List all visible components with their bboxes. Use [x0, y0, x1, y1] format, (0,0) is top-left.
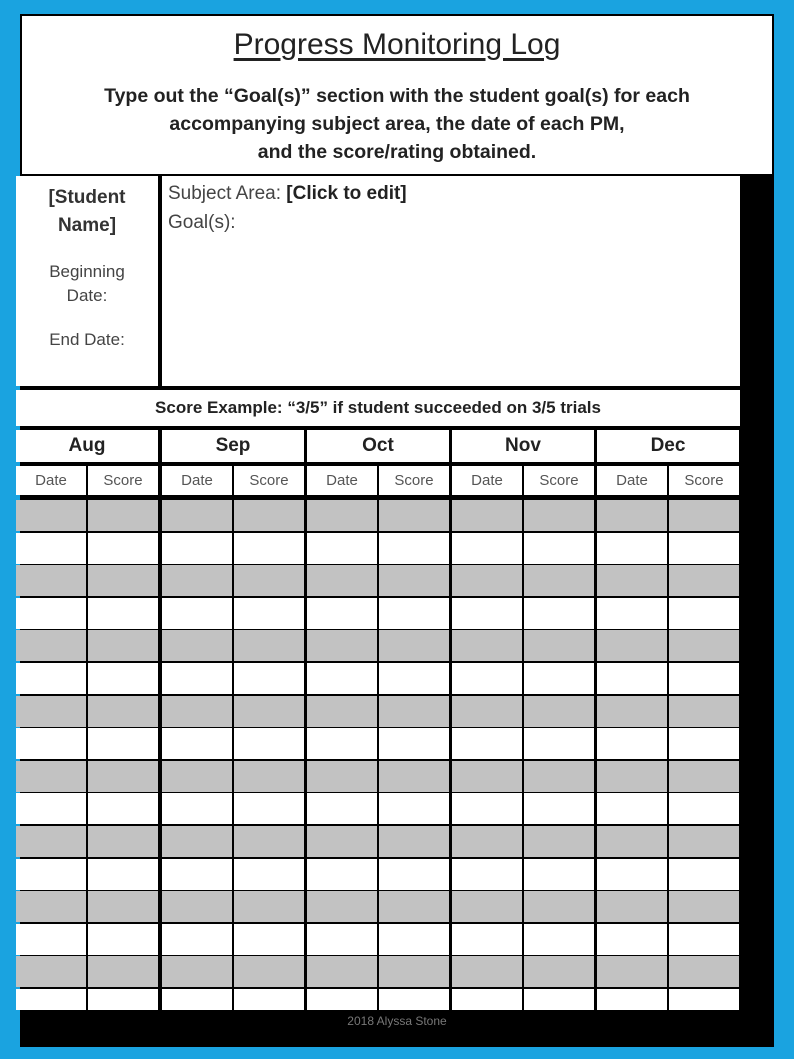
score-example: Score Example: “3/5” if student succeeded on 3/5 trials: [16, 390, 740, 426]
end-date-label: End Date:: [49, 330, 125, 349]
date-cell[interactable]: [16, 598, 86, 629]
date-cell[interactable]: [16, 761, 86, 792]
score-cell[interactable]: [669, 761, 739, 792]
date-cell[interactable]: [16, 793, 86, 824]
score-cell[interactable]: [379, 565, 449, 596]
date-cell[interactable]: [16, 663, 86, 694]
score-cell[interactable]: [88, 565, 158, 596]
score-cell[interactable]: [379, 598, 449, 629]
score-cell[interactable]: [524, 728, 594, 759]
date-cell[interactable]: [597, 859, 667, 890]
score-cell[interactable]: [379, 989, 449, 1010]
subject-area-label: Subject Area:: [168, 183, 287, 204]
score-cell[interactable]: [88, 956, 158, 987]
student-name-line: Name]: [57, 215, 117, 236]
date-cell[interactable]: [162, 598, 232, 629]
date-cell[interactable]: [597, 761, 667, 792]
date-cell[interactable]: [162, 696, 232, 727]
score-column-header: Score: [379, 466, 449, 495]
score-cell[interactable]: [379, 630, 449, 661]
date-cell[interactable]: [452, 630, 522, 661]
score-cell[interactable]: [669, 989, 739, 1010]
score-cell[interactable]: [669, 500, 739, 531]
score-cell[interactable]: [669, 891, 739, 922]
date-column-header: Date: [162, 466, 232, 495]
month-column-nov: [452, 430, 594, 1010]
score-cell[interactable]: [669, 696, 739, 727]
date-cell[interactable]: [452, 500, 522, 531]
score-cell[interactable]: [379, 956, 449, 987]
goal-label[interactable]: Goal(s):: [168, 212, 236, 233]
date-cell[interactable]: [162, 663, 232, 694]
score-cell[interactable]: [234, 793, 304, 824]
score-cell[interactable]: [379, 793, 449, 824]
score-cell[interactable]: [524, 663, 594, 694]
instruction-line: Type out the “Goal(s)” section with the student goal(s) for each: [104, 85, 690, 107]
date-cell[interactable]: [16, 826, 86, 857]
score-cell[interactable]: [524, 793, 594, 824]
score-cell[interactable]: [524, 956, 594, 987]
date-cell[interactable]: [452, 989, 522, 1010]
date-cell[interactable]: [597, 989, 667, 1010]
score-cell[interactable]: [88, 989, 158, 1010]
month-column-aug: [16, 430, 158, 1010]
date-cell[interactable]: [452, 761, 522, 792]
date-cell[interactable]: [16, 859, 86, 890]
date-cell[interactable]: [307, 859, 377, 890]
score-cell[interactable]: [379, 533, 449, 564]
date-cell[interactable]: [162, 924, 232, 955]
date-cell[interactable]: [162, 500, 232, 531]
date-cell[interactable]: [452, 696, 522, 727]
date-cell[interactable]: [452, 826, 522, 857]
date-cell[interactable]: [307, 630, 377, 661]
score-cell[interactable]: [669, 956, 739, 987]
score-cell[interactable]: [234, 630, 304, 661]
subject-area-edit[interactable]: [Click to edit]: [286, 183, 407, 204]
student-name-line: [Student: [48, 187, 126, 208]
score-cell[interactable]: [234, 696, 304, 727]
instructions: [62, 82, 732, 166]
score-cell[interactable]: [669, 565, 739, 596]
score-cell[interactable]: [88, 761, 158, 792]
date-cell[interactable]: [307, 663, 377, 694]
score-cell[interactable]: [234, 663, 304, 694]
month-header: Oct: [307, 430, 449, 462]
score-cell[interactable]: [669, 630, 739, 661]
date-cell[interactable]: [597, 500, 667, 531]
instruction-line: accompanying subject area, the date of each PM,: [169, 113, 625, 135]
copyright-footer: 2018 Alyssa Stone: [347, 1014, 447, 1028]
date-cell[interactable]: [597, 924, 667, 955]
score-cell[interactable]: [379, 761, 449, 792]
date-cell[interactable]: [16, 533, 86, 564]
date-cell[interactable]: [16, 989, 86, 1010]
date-cell[interactable]: [597, 533, 667, 564]
score-cell[interactable]: [234, 533, 304, 564]
date-cell[interactable]: [162, 826, 232, 857]
score-cell[interactable]: [524, 630, 594, 661]
subject-area: [168, 183, 407, 205]
date-cell[interactable]: [307, 761, 377, 792]
date-cell[interactable]: [162, 728, 232, 759]
student-name-field[interactable]: [16, 184, 158, 240]
date-column-header: Date: [307, 466, 377, 495]
score-cell[interactable]: [234, 761, 304, 792]
score-cell[interactable]: [234, 891, 304, 922]
score-cell[interactable]: [669, 793, 739, 824]
score-cell[interactable]: [88, 859, 158, 890]
month-column-dec: [597, 430, 739, 1010]
score-cell[interactable]: [234, 500, 304, 531]
month-column-oct: [307, 430, 449, 1010]
score-cell[interactable]: [379, 728, 449, 759]
date-column-header: Date: [597, 466, 667, 495]
date-cell[interactable]: [307, 728, 377, 759]
date-cell[interactable]: [452, 956, 522, 987]
score-cell[interactable]: [88, 793, 158, 824]
score-cell[interactable]: [234, 859, 304, 890]
date-cell[interactable]: [597, 793, 667, 824]
score-cell[interactable]: [88, 891, 158, 922]
score-cell[interactable]: [524, 533, 594, 564]
date-cell[interactable]: [597, 696, 667, 727]
score-cell[interactable]: [669, 598, 739, 629]
month-header: Dec: [597, 430, 739, 462]
date-cell[interactable]: [597, 891, 667, 922]
month-header: Nov: [452, 430, 594, 462]
score-column-header: Score: [524, 466, 594, 495]
beginning-date-line: Date:: [66, 286, 108, 305]
date-cell[interactable]: [162, 891, 232, 922]
score-cell[interactable]: [88, 630, 158, 661]
date-cell[interactable]: [597, 663, 667, 694]
date-cell[interactable]: [597, 826, 667, 857]
date-cell[interactable]: [162, 630, 232, 661]
score-cell[interactable]: [379, 859, 449, 890]
date-cell[interactable]: [307, 598, 377, 629]
score-cell[interactable]: [669, 924, 739, 955]
score-cell[interactable]: [88, 598, 158, 629]
date-cell[interactable]: [597, 565, 667, 596]
score-cell[interactable]: [524, 565, 594, 596]
date-cell[interactable]: [162, 761, 232, 792]
date-cell[interactable]: [597, 956, 667, 987]
date-cell[interactable]: [307, 989, 377, 1010]
beginning-date-label: [16, 260, 158, 308]
date-cell[interactable]: [16, 891, 86, 922]
score-cell[interactable]: [234, 989, 304, 1010]
date-cell[interactable]: [307, 696, 377, 727]
score-cell[interactable]: [379, 500, 449, 531]
score-cell[interactable]: [379, 826, 449, 857]
date-cell[interactable]: [307, 565, 377, 596]
score-cell[interactable]: [669, 533, 739, 564]
date-cell[interactable]: [307, 793, 377, 824]
instruction-line: and the score/rating obtained.: [257, 141, 537, 163]
score-cell[interactable]: [379, 924, 449, 955]
date-cell[interactable]: [307, 533, 377, 564]
score-cell[interactable]: [524, 859, 594, 890]
score-cell[interactable]: [524, 891, 594, 922]
date-cell[interactable]: [16, 696, 86, 727]
date-column-header: Date: [16, 466, 86, 495]
date-cell[interactable]: [162, 956, 232, 987]
score-cell[interactable]: [88, 924, 158, 955]
score-cell[interactable]: [379, 696, 449, 727]
date-cell[interactable]: [162, 565, 232, 596]
score-cell[interactable]: [88, 696, 158, 727]
date-cell[interactable]: [452, 793, 522, 824]
date-cell[interactable]: [452, 859, 522, 890]
month-column-sep: [162, 430, 304, 1010]
score-cell[interactable]: [669, 663, 739, 694]
score-cell[interactable]: [88, 728, 158, 759]
score-cell[interactable]: [379, 663, 449, 694]
score-cell[interactable]: [88, 826, 158, 857]
date-cell[interactable]: [452, 533, 522, 564]
date-cell[interactable]: [16, 630, 86, 661]
score-cell[interactable]: [669, 826, 739, 857]
date-cell[interactable]: [452, 598, 522, 629]
date-cell[interactable]: [597, 728, 667, 759]
score-cell[interactable]: [524, 696, 594, 727]
student-info-panel: [16, 176, 158, 386]
date-cell[interactable]: [162, 793, 232, 824]
score-cell[interactable]: [88, 533, 158, 564]
score-cell[interactable]: [234, 826, 304, 857]
date-cell[interactable]: [162, 859, 232, 890]
date-cell[interactable]: [452, 728, 522, 759]
page-title: Progress Monitoring Log: [233, 28, 561, 61]
date-cell[interactable]: [16, 500, 86, 531]
beginning-date-line: Beginning: [49, 262, 125, 281]
date-column-header: Date: [452, 466, 522, 495]
date-cell[interactable]: [162, 533, 232, 564]
date-cell[interactable]: [307, 956, 377, 987]
score-cell[interactable]: [524, 826, 594, 857]
score-cell[interactable]: [234, 728, 304, 759]
date-cell[interactable]: [597, 630, 667, 661]
date-cell[interactable]: [16, 728, 86, 759]
month-header: Sep: [162, 430, 304, 462]
score-column-header: Score: [669, 466, 739, 495]
score-cell[interactable]: [524, 924, 594, 955]
date-cell[interactable]: [597, 598, 667, 629]
score-column-header: Score: [88, 466, 158, 495]
score-cell[interactable]: [234, 924, 304, 955]
score-cell[interactable]: [88, 663, 158, 694]
score-cell[interactable]: [379, 891, 449, 922]
date-cell[interactable]: [452, 924, 522, 955]
date-cell[interactable]: [162, 989, 232, 1010]
score-cell[interactable]: [524, 989, 594, 1010]
date-cell[interactable]: [16, 565, 86, 596]
date-cell[interactable]: [307, 826, 377, 857]
date-cell[interactable]: [452, 891, 522, 922]
score-cell[interactable]: [524, 598, 594, 629]
date-cell[interactable]: [307, 924, 377, 955]
score-cell[interactable]: [524, 761, 594, 792]
date-cell[interactable]: [307, 500, 377, 531]
goal-panel: [162, 176, 740, 386]
date-cell[interactable]: [452, 663, 522, 694]
score-cell[interactable]: [88, 500, 158, 531]
month-header: Aug: [16, 430, 158, 462]
score-cell[interactable]: [524, 500, 594, 531]
score-column-header: Score: [234, 466, 304, 495]
score-cell[interactable]: [234, 598, 304, 629]
header: [22, 16, 772, 174]
score-cell[interactable]: [234, 956, 304, 987]
date-cell[interactable]: [307, 891, 377, 922]
date-cell[interactable]: [16, 924, 86, 955]
score-cell[interactable]: [234, 565, 304, 596]
score-cell[interactable]: [669, 728, 739, 759]
score-cell[interactable]: [669, 859, 739, 890]
date-cell[interactable]: [452, 565, 522, 596]
date-cell[interactable]: [16, 956, 86, 987]
